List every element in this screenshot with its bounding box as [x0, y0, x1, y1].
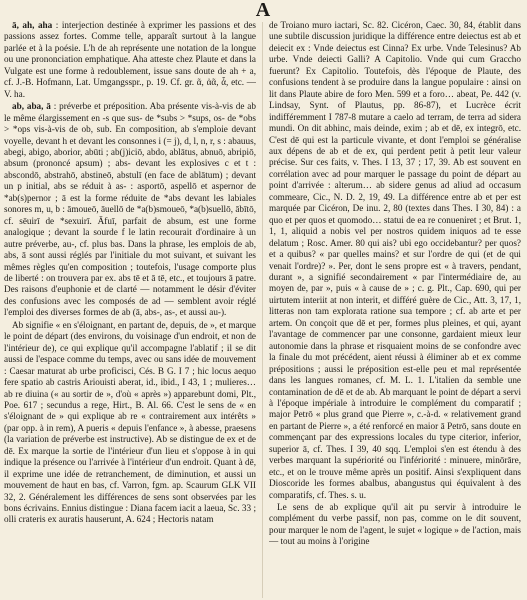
- definition-text: Le sens de ab explique qu'il ait pu servir à introduire le complément du verbe passif, non pas, comme on le dit souvent, pour marquer le nom de l'agent, le sujet « logique » de l'action, mais — tout au moins à l'origine: [269, 502, 521, 547]
- left-column: [4, 20, 256, 600]
- headword: ā, ah, aha: [12, 20, 53, 30]
- section-letter-header: A: [255, 0, 272, 21]
- entry-ab-sense-paragraph: [4, 320, 256, 526]
- entry-a-ah-aha: [4, 20, 256, 100]
- definition-text: : interjection destinée à exprimer les passions et des passions assez fortes. Comme telle, apparaît surtout à la langue parlée et à la poésie. L'h de ah représente une notation de la longue ou une prononciation emphatique. Aha atteste chez Plaute et dans la Vulgate est une forme à redoublement, issue sans doute de ah + a, cf. J.-B. Hofmann, Lat. Umgangsspr., p. 19. Cf. gr. ᾶ, ἀᾶ, ἆ, etc. — V. ha.: [4, 20, 256, 99]
- definition-text: : préverbe et préposition. Aba présente vis-à-vis de ab le même élargissement en -s que sus- de *subs > *sups, os- de *obs > *ops vis-à-vis de ob, sub. En composition, ab s'emploie devant voyelle, devant h et devant les consonnes i (= j), d, l, n, r, s : abauus, abegi, abigo, aborior, abūti ; ab(j)iciō, abdo, ablātus, abnuō, abripiō, absum (prononcé apsum) ; abs- devant les explosives c et t : abscondō, abstrahō, abstineō, abstulī (en face de ablātum) ; devant un p initial, abs se réduit à as- : asportō, aspellō et aspernor de *ab(s)pernor ; ā est la forme réduite de *abs devant les labiales sonores m, u, b : āmoueō, āuellō de *a(b)smoueō, *a(b)suellō, ābītō, cf. sēuirī de *sexuirī. Āfuī, parfait de absum, est une forme analogique ; devant la sourde f le latin recourait d'ordinaire à un autre préverbe, au-, cf. plus bas. Dans la phrase, les emplois de ab, abs, ā sont aussi réglés par l'initiale du mot suivant, et suivant les mêmes règles qu'en composition ; toutefois, l'usage comporte plus de liberté : on trouvera par ex. abs tē et ā tē, etc., et toujours ā patre. Des raisons d'euphonie et de clarté — notamment le désir d'éviter des confusions avec les composés de ad — semblent avoir réglé l'emploi des diverses formes de ab (ā, abs-, as-, et aussi au-).: [4, 101, 256, 318]
- entry-ab-passive-paragraph: [269, 502, 521, 548]
- definition-text: de Troiano muro iactari, Sc. 82. Cicéron, Caec. 30, 84, établit dans une subtile discussion juridique la différence entre deiectus est ab et deiecit ex : Vnde deiectus est Cinna? Ex urbe. Vnde Telesinus? Ab urbe. Vnde deiecti Galli? A Capitolio. Vnde qui cum Graccho fuerunt? Ex Capitolio. Toutefois, dès l'époque de Plaute, des confusions tendent à se produire dans la langue populaire : ainsi on lit dans Plaute abire de foro Men. 599 et a foro… abeat, Pe. 442 (v. Lindsay, Synt. of Plautus, pp. 86-87), et Lucrèce écrit indifféremment I 787-8 mutare a caelo ad terram, de terra ad sidera mundi. On dit abhinc, mais deinde, exim ; ab et dē, ex integrō, etc. C'est dē qui est la particule vivante, et dont l'emploi se généralise aux dépens de ab et de ex, qui perdent petit à petit leur valeur précise. Sur ces faits, v. Thes. I 13, 37 ; 17, 39. Ab est souvent en corrélation avec ad pour marquer le passage du point de départ au point d'arrivée : alterum… ab sidere genus ad aliud ad occasum commeare, Cic., N. D. 2, 19, 49. La différence entre ab et per est marquée par Cicéron, De inu. 2, 80 (textes dans Thes. I 30, 84) : a quo et per quos et quomodo… statui de ea re conueniret ; et Brut. 1, 1, 1, aliquid a nobis vel per nostros quidem iniquos ad te esse delatum ; Rosc. Amer. 80 qui ais? ubi ego occidebantur? per quos? et a quibus? « par quelles mains? et sur l'ordre de qui (et de qui venait l'ordre)? ». Per, dont le sens propre est « à travers, pendant, durant », a signifié secondairement « par l'intermédiaire de, au moyen de, par », puis « à cause de » ; c. g. Plt., Cap. 690, qui per uirtutem interiit at non interit, et différé guère de Cic., Att. 3, 17, 1, litteras non tam explorata ratione sua tempore ; cf. ab arte et per artem. On conçoit que dē et per, formes plus pleines, et qui, ayant l'avantage de commencer par une consonne, gardaient mieux leur autonomie dans la phrase et risquaient moins de se confondre avec la finale du mot précédent, aient réussi à éliminer ab et ex comme prépositions ; aussi le préposition est-elle peu et mal représentée dans les langues romanes, cf. M. L. 1. L'italien da semble une contamination de dē et de ab. Ab marquant le point de départ a servi à l'époque impériale à introduire le complément du comparatif ; major Petrō « plus grand que Pierre », c.-à-d. « relativement grand en partant de Pierre », a été renforcé en maior ā Petrō, sans doute en commençant par des expressions locales du type citerior, inferior, superior ā, cf. Thes. I 39, 40 sqq. L'emploi s'en est étendu à des verbes marquant la supériorité ou l'infériorité : minuere, minōrāre, etc., et on le trouve même après un positif. Ainsi s'expliquent dans Dioscoride les formes abalbus, abangustus qui équivalent à des comparatifs, cf. Thes. s. u.: [269, 20, 521, 500]
- definition-text: Ab signifie « en s'éloignant, en partant de, depuis, de », et marque le point de départ (des environs, du voisinage d'un endroit, et non de l'intérieur de), ce qui explique qu'il accompagne l'ablatif ; il se dit aussi de l'espace comme du temps, avec ou sans idée de mouvement : Caesar maturat ab urbe proficisci, Cés. B G. I 7 ; hic locus aequo fere spatio ab castris Ariouisti aberat, id., ibid., I 43, 1 ; mulieres… ab re diuina (« au sortir de », d'où « après ») apparebunt domi, Plt., Poe. 617 ; secundus a rege, Hirt., B. Al. 66. C'est le sens de « en s'éloignant de » qui explique ab re « contrairement aux intérêts » (par opp. à in rem), A pueris « depuis l'enfance », à abesse, praesens (la variation de préverbe est instructive). Ab se distingue de ex et de dē. Ex marque la sortie de l'intérieur d'un lieu et s'oppose à in qui indique la présence ou l'arrivée à l'intérieur d'un endroit. Quant à dē, il exprime une idée de retranchement, de diminution, et aussi un mouvement de haut en bas, cf. Varron, fgm. ap. Scaurum GLK VII 32, 2. Généralement les différences de sens sont observées par les bons écrivains. Ennius distingue : Diana facem iacit a laeua, Sc. 33 ; olli crateris ex auratis hauserunt, A. 624 ; Hectoris natam: [4, 319, 256, 525]
- entry-ab-aba: [4, 101, 256, 319]
- headword: ab, aba, ā: [12, 101, 51, 112]
- column-divider: [262, 22, 263, 598]
- right-column: [269, 20, 521, 600]
- entry-ab-continuation: [269, 20, 521, 501]
